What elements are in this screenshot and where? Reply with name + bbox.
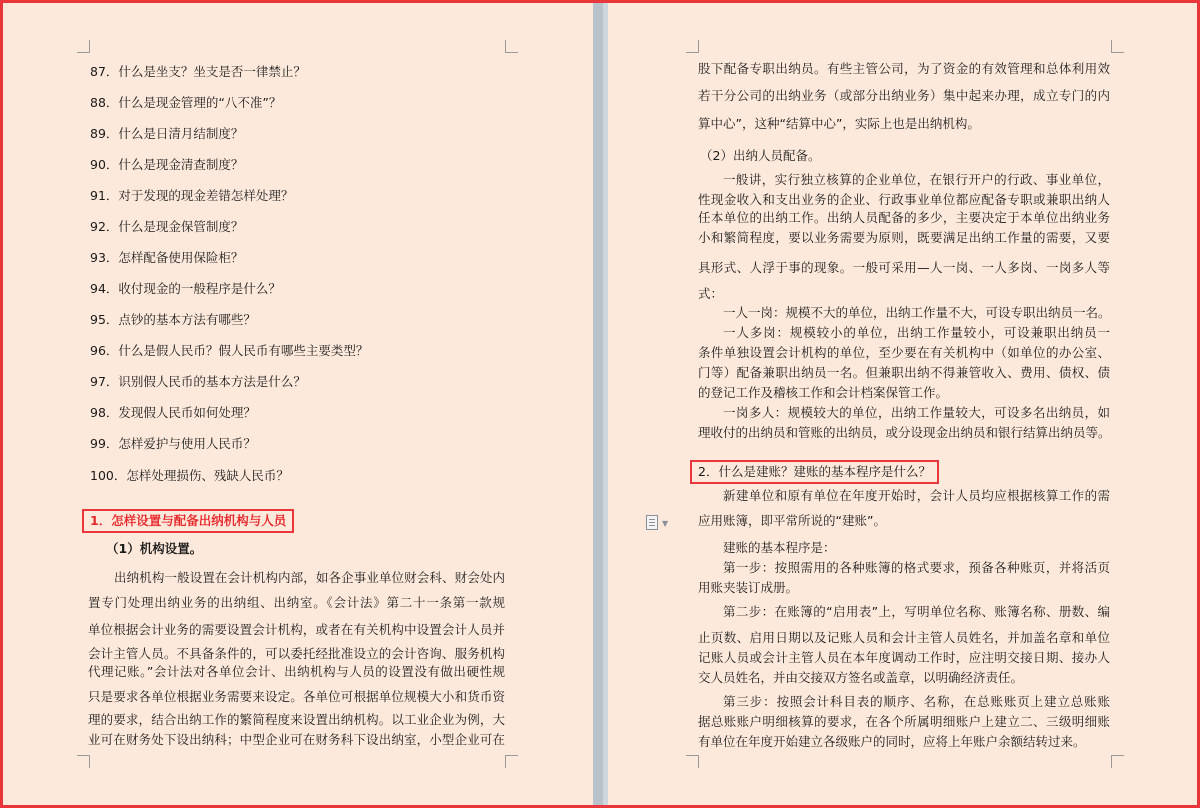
paragraph-line: 理收付的出纳员和管账的出纳员，或分设现金出纳员和银行结算出纳员等。 bbox=[698, 425, 1111, 440]
paragraph-line: 性现金收入和支出业务的企业、行政事业单位都应配备专职或兼职出纳人 bbox=[698, 192, 1110, 207]
paragraph-line: 出纳机构一般设置在会计机构内部，如各企事业单位财会科、财会处内 bbox=[114, 570, 505, 585]
page-corner-mark bbox=[505, 755, 518, 768]
page-corner-mark bbox=[505, 40, 518, 53]
paragraph-line: 代理记账。”会计法对各单位会计、出纳机构与人员的设置没有做出硬性规 bbox=[88, 664, 505, 679]
paragraph-line: 具形式、人浮于事的现象。一般可采用—人一岗、一人多岗、一岗多人等 bbox=[698, 260, 1110, 275]
section-heading-highlight: 1．怎样设置与配备出纳机构与人员 bbox=[82, 509, 294, 533]
paragraph-line: 据总账账户明细核算的要求，在各个所属明细账户上建立二、三级明细账 bbox=[698, 714, 1110, 729]
paragraph-line: 的登记工作及稽核工作和会计档案保管工作。 bbox=[698, 385, 949, 400]
paragraph-line: 第一步：按照需用的各种账簿的格式要求，预备各种账页，并将活页 bbox=[723, 560, 1110, 575]
question-list-item: 89．什么是日清月结制度？ bbox=[90, 126, 244, 141]
paragraph-line: 小和繁简程度，要以业务需要为原则，既要满足出纳工作量的需要，又要 bbox=[698, 230, 1110, 245]
document-page-left bbox=[3, 3, 593, 805]
paragraph-line: 理的要求，结合出纳工作的繁简程度来设置出纳机构。以工业企业为例，大 bbox=[88, 712, 505, 727]
paragraph-line: 条件单独设置会计机构的单位，至少要在有关机构中（如单位的办公室、 bbox=[698, 345, 1110, 360]
question-list-item: 94．收付现金的一般程序是什么？ bbox=[90, 281, 281, 296]
paragraph-line: 单位根据会计业务的需要设置会计机构，或者在有关机构中设置会计人员并 bbox=[88, 622, 505, 637]
page-corner-mark bbox=[686, 755, 699, 768]
question-list-item: 100．怎样处理损伤、残缺人民币？ bbox=[90, 468, 289, 483]
paragraph-line: 业可在财务处下设出纳科；中型企业可在财务科下设出纳室，小型企业可在 bbox=[88, 732, 505, 747]
question-list-item: 92．什么是现金保管制度？ bbox=[90, 219, 244, 234]
section-heading-highlight: 2．什么是建账？建账的基本程序是什么？ bbox=[690, 460, 939, 484]
paragraph-line: 置专门处理出纳业务的出纳组、出纳室。《会计法》第二十一条第一款规 bbox=[88, 595, 505, 610]
page-corner-mark bbox=[77, 755, 90, 768]
paragraph-line: 会计主管人员。不具备条件的，可以委托经批准设立的会计咨询、服务机构 bbox=[88, 646, 505, 661]
paragraph-line: 第三步：按照会计科目表的顺序、名称，在总账账页上建立总账账 bbox=[723, 694, 1110, 709]
question-list-item: 95．点钞的基本方法有哪些？ bbox=[90, 312, 256, 327]
paragraph-line: 一般讲，实行独立核算的企业单位，在银行开户的行政、事业单位， bbox=[723, 172, 1110, 187]
page-corner-mark bbox=[1111, 40, 1124, 53]
question-list-item: 98．发现假人民币如何处理？ bbox=[90, 405, 256, 420]
paragraph-line: 记账人员或会计主管人员在本年度调动工作时，应注明交接日期、接办人 bbox=[698, 650, 1110, 665]
question-list-item: 97．识别假人民币的基本方法是什么？ bbox=[90, 374, 306, 389]
paragraph-line: 新建单位和原有单位在年度开始时，会计人员均应根据核算工作的需 bbox=[723, 488, 1110, 503]
subheading: （2）出纳人员配备。 bbox=[700, 148, 821, 163]
page-gutter bbox=[593, 3, 608, 805]
paragraph-line: 一人多岗：规模较小的单位，出纳工作量较小，可设兼职出纳员一 bbox=[723, 325, 1110, 340]
paragraph-line: 门等）配备兼职出纳员一名。但兼职出纳不得兼管收入、费用、债权、债 bbox=[698, 365, 1110, 380]
paragraph-line: 应用账簿，即平常所说的“建账”。 bbox=[698, 513, 886, 528]
question-list-item: 87．什么是坐支？坐支是否一律禁止？ bbox=[90, 64, 306, 79]
paragraph-line: 任本单位的出纳工作。出纳人员配备的多少，主要决定于本单位出纳业务 bbox=[698, 210, 1110, 225]
paragraph-line: 用账夹装订成册。 bbox=[698, 580, 799, 595]
paragraph-line: 交人员姓名，并由交接双方签名或盖章，以明确经济责任。 bbox=[698, 670, 1024, 685]
paragraph-line: 只是要求各单位根据业务需要来设定。各单位可根据单位规模大小和货币资 bbox=[88, 689, 505, 704]
paragraph-line: 有单位在年度开始建立各级账户的同时，应将上年账户余额结转过来。 bbox=[698, 734, 1086, 749]
paragraph-line: 若干分公司的出纳业务（或部分出纳业务）集中起来办理，成立专门的内 bbox=[698, 88, 1110, 103]
page-corner-mark bbox=[77, 40, 90, 53]
question-list-item: 88．什么是现金管理的“八不准”？ bbox=[90, 95, 282, 110]
page-corner-mark bbox=[1111, 755, 1124, 768]
paragraph-line: 算中心”，这种“结算中心”，实际上也是出纳机构。 bbox=[698, 116, 980, 131]
question-list-item: 90．什么是现金清查制度？ bbox=[90, 157, 244, 172]
paragraph-line: 一人一岗：规模不大的单位，出纳工作量不大，可设专职出纳员一名。 bbox=[723, 305, 1111, 320]
question-list-item: 96．什么是假人民币？假人民币有哪些主要类型？ bbox=[90, 343, 369, 358]
question-list-item: 99．怎样爱护与使用人民币？ bbox=[90, 436, 256, 451]
paragraph-line: 式： bbox=[698, 286, 724, 301]
paragraph-line: 一岗多人：规模较大的单位，出纳工作量较大，可设多名出纳员，如 bbox=[723, 405, 1110, 420]
subheading: （1）机构设置。 bbox=[106, 541, 203, 556]
chevron-down-icon[interactable]: ▼ bbox=[662, 519, 669, 528]
paragraph-line: 股下配备专职出纳员。有些主管公司，为了资金的有效管理和总体利用效 bbox=[698, 61, 1110, 76]
paragraph-line: 建账的基本程序是： bbox=[723, 540, 836, 555]
paragraph-line: 第二步：在账簿的“启用表”上，写明单位名称、账簿名称、册数、编 bbox=[723, 604, 1110, 619]
page-corner-mark bbox=[686, 40, 699, 53]
document-icon[interactable] bbox=[646, 515, 658, 530]
question-list-item: 93．怎样配备使用保险柜？ bbox=[90, 250, 244, 265]
question-list-item: 91．对于发现的现金差错怎样处理？ bbox=[90, 188, 294, 203]
paragraph-line: 止页数、启用日期以及记账人员和会计主管人员姓名，并加盖名章和单位 bbox=[698, 630, 1110, 645]
